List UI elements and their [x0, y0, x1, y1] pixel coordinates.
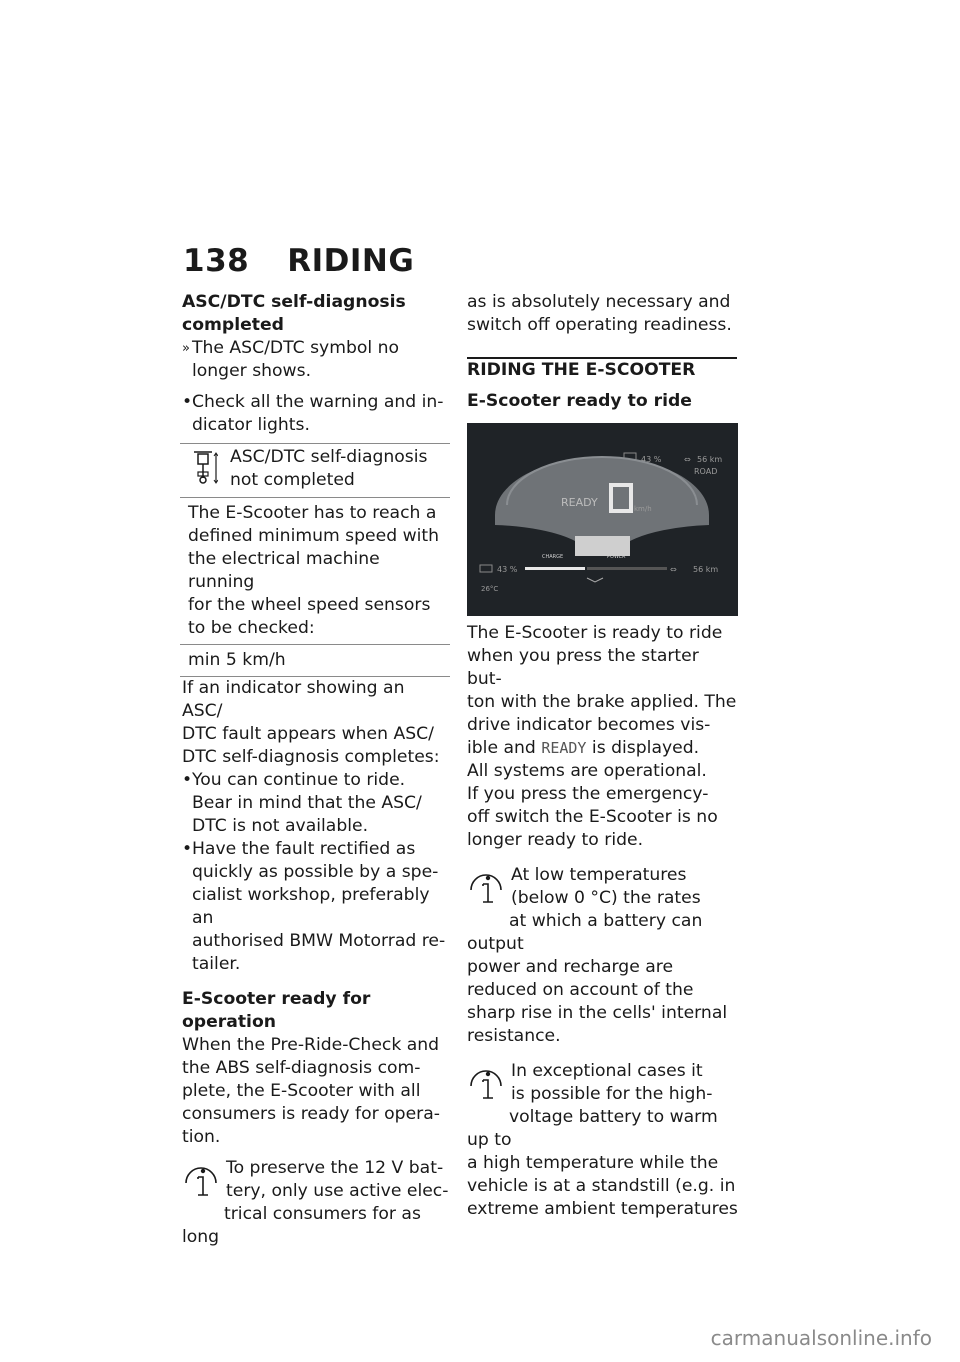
table-value-row: min 5 km/h: [180, 645, 450, 677]
continued-paragraph: as is absolutely necessary and switch off operating readiness.: [467, 292, 732, 335]
heading-ready-ride: E-Scooter ready to ride: [467, 391, 692, 411]
info-icon: [182, 1157, 224, 1205]
info-note: In exceptional cases it is possible for the high- voltage battery to warm up to a high temperature while the vehicle is at a standstill (e.g. in extreme ambient temperatures: [467, 1061, 738, 1219]
chapter-title: RIDING: [287, 243, 415, 279]
power-label: POWER: [607, 554, 626, 560]
ready-display-text: READY: [541, 739, 587, 757]
battery-bottom: 43 %: [497, 565, 518, 574]
result-item: » The ASC/DTC symbol no longer shows.: [182, 338, 400, 381]
info-icon: [467, 1060, 509, 1108]
info-note: At low temperatures (below 0 °C) the rates at which a battery can output power and recharge are reduced on account of the sharp rise in the cells' internal resistance.: [467, 865, 728, 1046]
table-header-row: ASC/DTC self-diagnosis not completed: [180, 444, 450, 498]
ready-paragraph: The E-Scooter is ready to ride when you press the starter but- ton with the brake applied. The drive indicator becomes vis- ible and READY is displayed. All systems are operational.: [467, 623, 737, 781]
page-header: [183, 243, 414, 279]
table-description-row: The E-Scooter has to reach a defined minimum speed with the electrical machine running for the wheel speed sensors to be checked:: [180, 498, 450, 645]
dashboard-image: [467, 423, 738, 616]
page-number: 138: [183, 243, 250, 279]
bullet-icon: •: [182, 770, 193, 790]
right-column: [467, 291, 739, 1221]
plug-icon: ⇔: [684, 455, 691, 464]
info-note: To preserve the 12 V bat- tery, only use active elec- trical consumers for as long: [182, 1158, 449, 1247]
status-table: [180, 443, 450, 677]
emergency-paragraph: If you press the emergency- off switch the E-Scooter is no longer ready to ride.: [467, 784, 718, 850]
svg-text:⇔: ⇔: [670, 565, 677, 574]
result-arrow-icon: »: [182, 341, 190, 356]
range-bottom: 56 km: [693, 565, 719, 574]
temperature: 26°C: [481, 585, 499, 593]
ride-mode: ROAD: [694, 467, 718, 476]
list-item: • Have the fault rectified as quickly as possible by a spe- cialist workshop, preferably an authorised BMW Motorrad re- tailer.: [182, 839, 446, 974]
battery-top: 43 %: [641, 455, 662, 464]
bullet-icon: •: [182, 839, 193, 859]
range-top: 56 km: [697, 455, 723, 464]
heading-asc-completed: ASC/DTC self-diagnosis completed: [182, 292, 406, 335]
operation-paragraph: When the Pre-Ride-Check and the ABS self-diagnosis com- plete, the E-Scooter with all consumers is ready for opera- tion.: [182, 1035, 440, 1147]
fault-paragraph: If an indicator showing an ASC/ DTC fault appears when ASC/ DTC self-diagnosis completes:: [182, 678, 440, 767]
watermark: carmanualsonline.info: [710, 1326, 932, 1350]
heading-ready-operation: E-Scooter ready for operation: [182, 989, 371, 1032]
bullet-icon: •: [182, 392, 193, 412]
left-column: [182, 291, 450, 1249]
power-zone: [575, 536, 630, 556]
charge-label: CHARGE: [542, 554, 564, 560]
info-icon: [467, 864, 509, 912]
list-item: • Check all the warning and in- dicator lights.: [182, 392, 444, 435]
section-title: RIDING THE E-SCOOTER: [467, 360, 696, 380]
ready-label: READY: [561, 496, 598, 509]
asc-dtc-icon: [188, 446, 230, 493]
speed-unit: km/h: [634, 505, 652, 513]
list-item: • You can continue to ride. Bear in mind that the ASC/ DTC is not available.: [182, 770, 422, 836]
